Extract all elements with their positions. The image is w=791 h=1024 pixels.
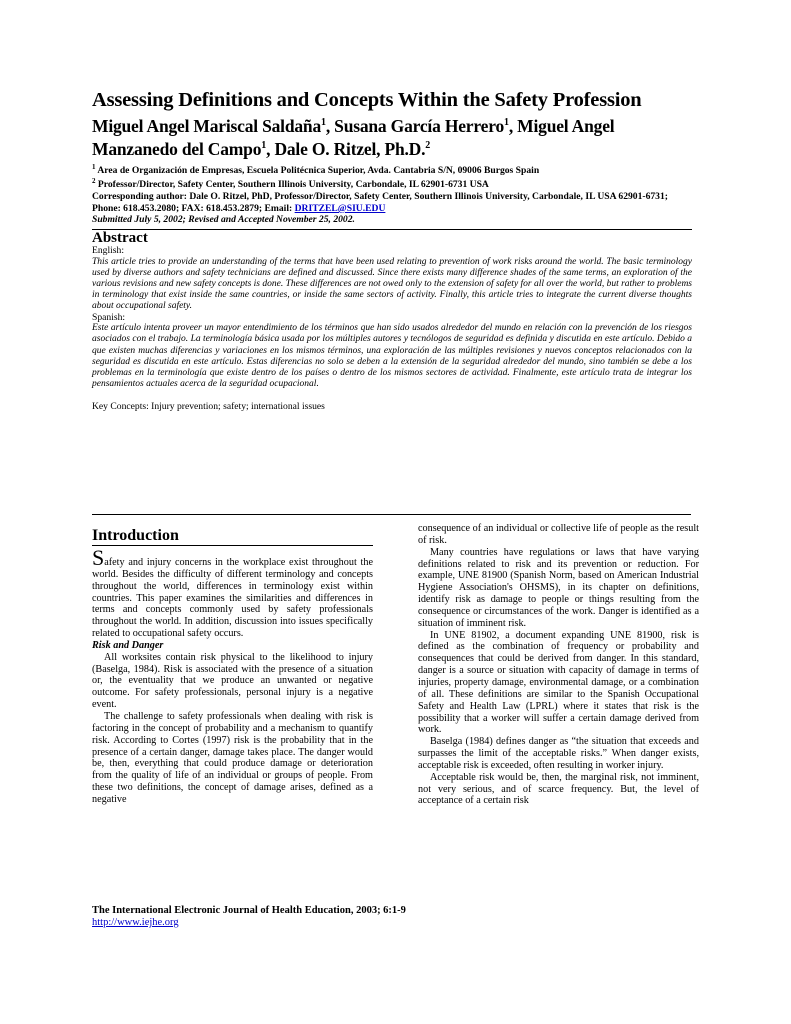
abstract-heading: Abstract [92,229,692,246]
abstract-spanish: Este artículo intenta proveer un mayor entendimiento de los términos que han sido usados alrededor del mundo en relación con la prevención de los riesgos asociados con el trabajo. La terminología básica usada por los múltiples autores y tecnólogos de seguridad es definida y discutida en este artículo. Debido a que existen muchas diferencias y variaciones en los mismos términos, una exploración de las múltiples revisiones y nuevos conceptos relacionados con la seguridad es discutida en este artículo. Estas diferencias no solo se deben a la extensión de la seguridad alrededor del mundo, sino también se debe a los problemas en la terminología que existe dentro de los países o dentro de los mismos sectores de actividad. Finalmente, este artículo trata de integrar los pensamientos actuales acerca de la seguridad ocupacional. [92,323,692,390]
drop-cap: S [92,545,105,570]
affiliation-2: $^2$ Professor/Director, Safety Center, Southern Illinois University, Carbondale, IL 62901-6731 USA [92,177,489,191]
intro-heading: Introduction [92,527,373,546]
author-name: Miguel Angel Mariscal Saldaña [92,115,321,136]
body-paragraph: In UNE 81902, a document expanding UNE 81900, risk is defined as the combination of frequency or probability and consequences that could be derived from danger. In this standard, danger is a source or situation with capacity of damage in terms of injuries, property damage, environmental damage, or a combination of all. These definitions are similar to the Spanish Occupational Safety and Health Law (LPRL) where it states that risk is the possibility that a worker will suffer a certain damage derived from work. [418,629,699,736]
journal-citation: The International Electronic Journal of Health Education, 2003; 6:1-9 [92,905,406,916]
journal-url-link[interactable]: http://www.iejhe.org [92,917,179,928]
left-column [92,527,373,806]
body-paragraph: consequence of an individual or collective life of people as the result of risk. [418,523,699,546]
body-paragraph: Many countries have regulations or laws that have varying definitions related to risk and its prevention or reduction. For example, UNE 81900 (Spanish Norm, based on American Industrial Hygiene Association's OHSMS), in its chapter on definitions, identify risk as damage to people or things resulting from the consequence or circumstances of the work. Danger is identified as a situation of imminent risk. [418,546,699,629]
key-concepts: Key Concepts: Injury prevention; safety; international issues [92,401,325,413]
body-paragraph: The challenge to safety professionals when dealing with risk is factoring in the concept of probability and a mechanism to quantify risk. According to Cortes (1997) risk is the probability that in the presence of a certain danger, damage takes place. The danger would be, then, everything that could produce damage or deterioration from the quality of life of an individual or groups of people. From these two definitions, the concept of damage arises, defined as a negative [92,710,373,805]
paper-header [92,90,692,412]
subheading-risk-danger: Risk and Danger [92,639,164,651]
author-list: Miguel Angel Mariscal Saldaña$^1$, Susana García Herrero$^1$, Miguel Angel Manzanedo del Campo$^1$, Dale O. Ritzel, Ph.D.$^2$ [92,115,615,159]
english-label: English: [92,245,124,256]
spanish-label: Spanish: [92,311,126,323]
author-name: Miguel Angel Manzanedo del Campo [92,115,615,159]
page-footer [92,905,406,929]
author-name: Dale O. Ritzel, Ph.D. [274,138,426,159]
corresponding-author: Corresponding author: Dale O. Ritzel, PhD, Professor/Director, Safety Center, Southern Illinois University, Carbondale, IL USA 62901-6731; Phone: 618.453.2080; FAX: 618.453.2879; Email: DRITZEL@SIU.EDU [92,191,668,214]
email-link[interactable]: DRITZEL@SIU.EDU [294,202,386,214]
body-paragraph: Baselga (1984) defines danger as “the situation that exceeds and surpasses the limit of the acceptable risks.” When danger exists, acceptable risk is exceeded, often resulting in worker injury. [418,736,699,771]
abstract-english: This article tries to provide an understanding of the terms that have been used relating to prevention of work risks around the world. The basic terminology used by diverse authors and safety technicians are defined and discussed. Since there exists many difference shades of the same terms, an exploration of the various revisions and new safety concepts is done. These differences are not owed only to the extension of safety for all over the world, but rather to problems in terminology that exist inside the same countries, or inside the same sectors of activity. Finally, this article tries to integrate the current diverse thoughts about occupational safety. [92,256,692,312]
intro-paragraph: Safety and injury concerns in the workplace exist throughout the world. Besides the difficulty of different terminology and concepts throughout the world, differences in terminology exist within countries. This paper examines the similarities and differences in terms and concepts commonly used by safety professionals throughout the world. In addition, discussion into issues specifically related to occupational safety occurs. [92,545,373,640]
right-column [418,523,699,807]
body-paragraph: Acceptable risk would be, then, the marginal risk, not imminent, not very serious, and of scarce frequency. But, the level of acceptance of a certain risk [418,771,699,807]
paper-title: Assessing Definitions and Concepts Within the Safety Profession [92,89,642,111]
submission-dates: Submitted July 5, 2002; Revised and Accepted November 25, 2002. [92,214,355,226]
body-paragraph: All worksites contain risk physical to the likelihood to injury (Baselga, 1984). Risk is associated with the presence of a situation or, the eventuality that we produce an unwanted or negative outcome. For safety professionals, personal injury is a negative event. [92,651,373,711]
section-divider [92,514,691,515]
author-name: Susana García Herrero [334,115,504,136]
affiliation-1: $^1$ Area de Organización de Empresas, Escuela Politécnica Superior, Avda. Cantabria S/N, 09006 Burgos Spain [92,162,540,176]
